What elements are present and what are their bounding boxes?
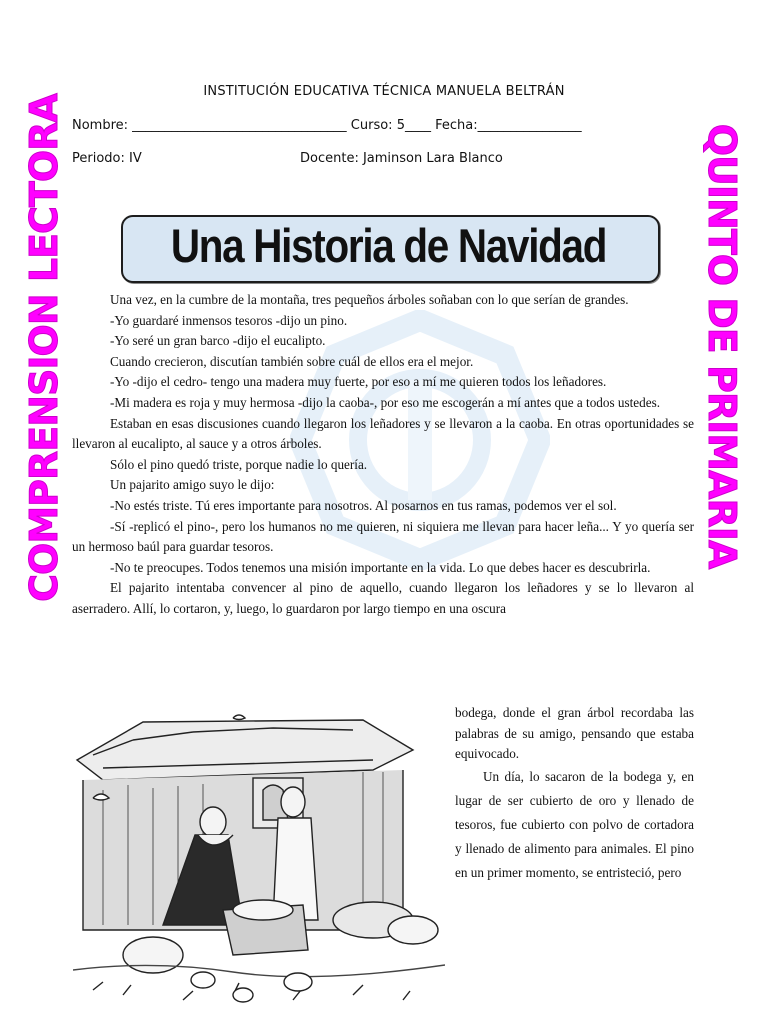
story-paragraph: Una vez, en la cumbre de la montaña, tres pequeños árboles soñaban con lo que serían de grandes. bbox=[110, 292, 629, 307]
story-paragraph: -Yo -dijo el cedro- tengo una madera muy fuerte, por eso a mí me quieren todos los leñadores. bbox=[110, 374, 607, 390]
story-paragraph: Un pajarito amigo suyo le dijo: bbox=[110, 477, 275, 493]
student-info-line: Nombre: _________________________________ Curso: 5____ Fecha:________________ bbox=[72, 118, 582, 133]
story-paragraph: -Mi madera es roja y muy hermosa -dijo la caoba-, por eso me escogerán a mí antes que a todos ustedes. bbox=[110, 394, 661, 410]
story-title: Una Historia de Navidad bbox=[170, 219, 607, 272]
story-side-column bbox=[455, 703, 694, 885]
story-paragraph: Cuando crecieron, discutían también sobre cuál de ellos era el mejor. bbox=[110, 353, 474, 369]
story-text bbox=[72, 290, 694, 620]
story-paragraph: -Yo seré un gran barco -dijo el eucalipto. bbox=[110, 333, 326, 349]
story-paragraph: -Sí -replicó el pino-, pero los humanos no me quieren, ni siquiera me llevan para hacer leña... Y yo quería ser un hermoso baúl para guardar tesoros. bbox=[72, 518, 694, 555]
story-paragraph: Un día, lo sacaron de la bodega y, en lugar de ser cubierto de oro y llenado de tesoros, fue cubierto con polvo de cortadora y llenado de alimento para animales. El pino en un primer momento, se entristeció, pero bbox=[455, 768, 694, 880]
nativity-scene-drawing-icon bbox=[73, 710, 445, 1015]
story-paragraph: -No estés triste. Tú eres importante para nosotros. Al posarnos en tus ramas, podemos ver el sol. bbox=[110, 497, 617, 513]
story-paragraph: Sólo el pino quedó triste, porque nadie lo quería. bbox=[110, 456, 368, 472]
story-paragraph: Estaban en esas discusiones cuando llegaron los leñadores y se llevaron a la caoba. En otras oportunidades se llevaron al eucalipto, al sauce y a otros árboles. bbox=[72, 415, 694, 452]
story-paragraph: -Yo guardaré inmensos tesoros -dijo un pino. bbox=[110, 312, 348, 328]
docente-label: Docente: Jaminson Lara Blanco bbox=[300, 151, 503, 166]
school-name: INSTITUCIÓN EDUCATIVA TÉCNICA MANUELA BELTRÁN bbox=[203, 84, 565, 99]
periodo-label: Periodo: IV bbox=[72, 151, 142, 166]
story-paragraph: bodega, donde el gran árbol recordaba las palabras de su amigo, pensando que estaba equivocado. bbox=[455, 705, 694, 762]
story-paragraph: -No te preocupes. Todos tenemos una misión importante en la vida. Lo que debes hacer es descubrirla. bbox=[110, 559, 651, 575]
story-paragraph: El pajarito intentaba convencer al pino de aquello, cuando llegaron los leñadores y se lo llevaron al aserradero. Allí, lo cortaron, y, luego, lo guardaron por largo tiempo en una oscura bbox=[72, 580, 694, 616]
